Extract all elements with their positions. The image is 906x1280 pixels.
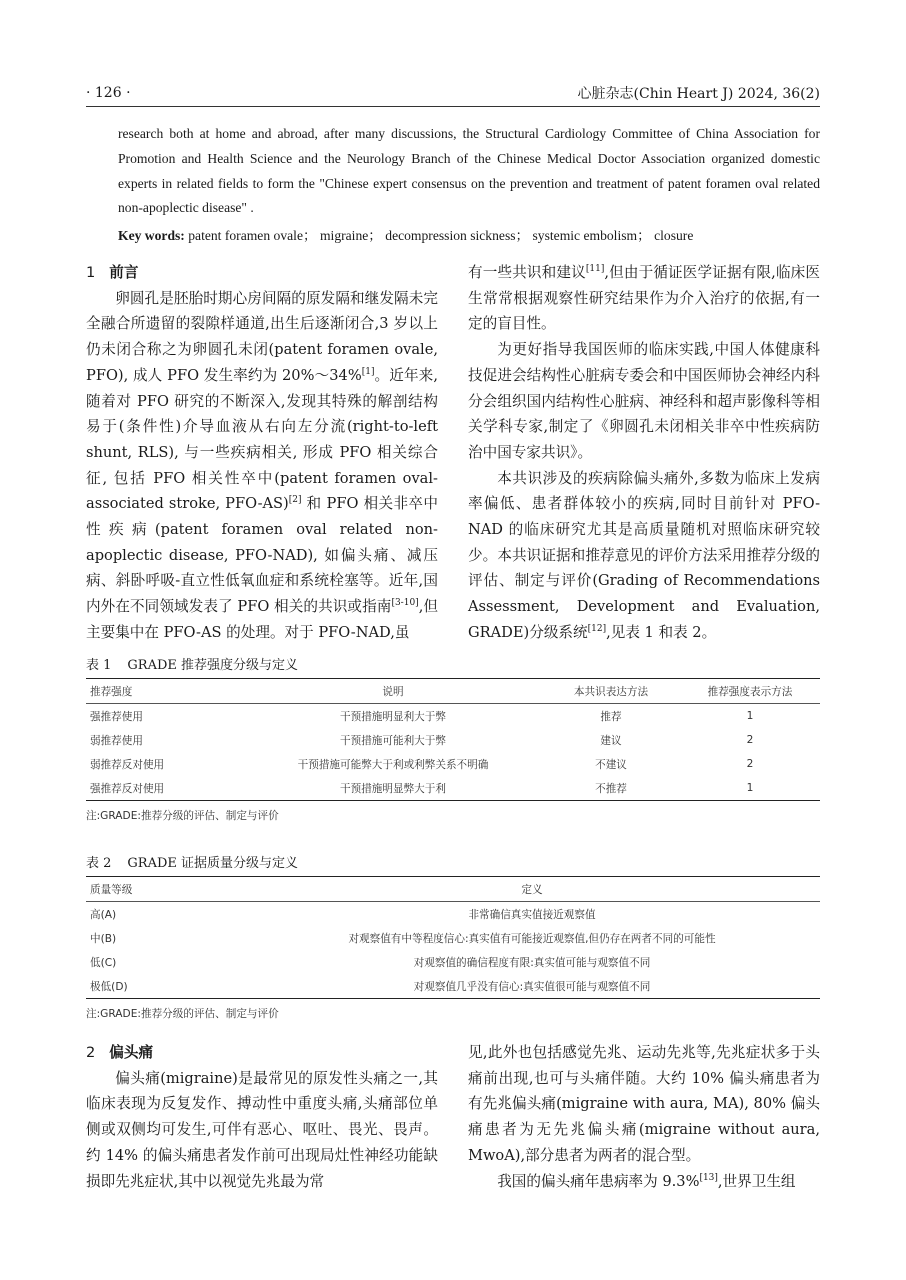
section2-heading [86,1040,438,1066]
keywords [118,224,820,244]
table-cell: 强推荐反对使用 [86,776,244,801]
table2-col-grade: 质量等级 [86,877,244,902]
table-cell: 推荐 [600,710,622,723]
header-rule [86,106,820,107]
citation[interactable]: [12] [587,623,607,634]
text-run: ,但主要集中在 PFO-AS 的处理。对于 PFO-NAD,虽 [86,598,438,641]
section1-paragraph-3 [468,466,820,646]
section2-paragraph-1: 偏头痛(migraine)是最常见的原发性头痛之一,其临床表现为反复发作、搏动性中重度头痛,头痛部位单侧或双侧均可发生,可伴有恶心、呕吐、畏光、畏声。约 14% 的偏头痛患者发作前可出现局灶性神经功能缺损即先兆症状,其中以视觉先兆最为常 [86,1069,438,1190]
citation[interactable]: [11] [585,264,605,275]
table-cell: 极低(D) [86,974,244,999]
table-cell: 建议 [600,734,622,747]
table-cell: 弱推荐使用 [90,734,143,747]
table-cell: 高(A) [90,908,117,921]
table-cell: 不推荐 [542,776,680,801]
table2-caption [86,852,298,871]
table-row [86,704,820,729]
citation[interactable]: [1] [361,366,375,377]
table-row [86,950,820,974]
table-cell: 强推荐使用 [90,710,143,723]
text-run: ,见表 1 和表 2。 [606,623,717,641]
citation[interactable]: [3-10] [391,598,419,609]
table1-col-notation: 推荐强度表示方法 [680,679,820,704]
table-header-row [86,877,820,902]
table-cell: 中(B) [90,932,117,945]
table-cell: 弱推荐反对使用 [90,758,165,771]
section1-heading [86,260,438,286]
table-cell: 对观察值几乎没有信心:真实值很可能与观察值不同 [244,974,820,999]
table1-note: 注:GRADE:推荐分级的评估、制定与评价 [86,810,279,822]
table-row [86,776,820,801]
section1-paragraph-1 [86,286,438,646]
table-header-row [86,679,820,704]
table2 [86,876,820,999]
table1-col-strength: 推荐强度 [86,679,244,704]
text-run: 和 PFO 相关非卒中性疾病(patent foramen oval related non-apoplectic disease, PFO-NAD), 如偏头痛、减压病、斜卧呼吸-直立性低氧血症和系统栓塞等。近年,国内外在不同领域发表了 PFO 相关的共识或指南 [86,495,439,616]
table-cell: 干预措施可能利大于弊 [340,734,446,747]
table1-label: 表 1 [86,658,112,673]
section2-paragraph-1-cont: 见,此外也包括感觉先兆、运动先兆等,先兆症状多于头痛前出现,也可与头痛伴随。大约 10% 偏头痛患者为有先兆偏头痛(migraine with aura, MA), 80% 偏头痛患者为无先兆偏头痛(migraine without aura, MwoA),部分患者为两者的混合型。 [468,1044,820,1164]
table-cell: 不建议 [595,758,627,771]
table-cell: 干预措施可能弊大于利或利弊关系不明确 [297,758,489,771]
table-row [86,926,820,950]
keywords-label: Key words: [118,228,185,243]
section1-right-column [468,260,820,646]
table-cell: 非常确信真实值接近观察值 [468,908,596,921]
table1-col-expression: 本共识表达方法 [542,679,680,704]
section1-left-column [86,260,438,646]
abstract-tail: research both at home and abroad, after many discussions, the Structural Cardiology Committee of China Association for Promotion and Health Science and the Neurology Branch of the Chinese Medical Doctor Association organized domestic experts in related fields to form the "Chinese expert consensus on the prevention and treatment of patent foramen oval related non-apoplectic disease" . [118,126,820,216]
citation[interactable]: [2] [288,495,302,506]
table2-title: GRADE 证据质量分级与定义 [127,856,299,871]
text-run: 。近年来,随着对 PFO 研究的不断深入,发现其特殊的解剖结构易于(条件性)介导血液从右向左分流(right-to-left shunt, RLS), 与一些疾病相关, 形成 PFO 相关综合征, 包括 PFO 相关性卒中(patent foramen oval-associated stroke, PFO-AS) [86,366,438,513]
table-cell: 对观察值有中等程度信心:真实值有可能接近观察值,但仍存在两者不同的可能性 [348,932,716,945]
section2-number: 2 [86,1044,96,1061]
section1-number: 1 [86,264,96,281]
table-cell: 对观察值的确信程度有限:真实值可能与观察值不同 [413,956,651,969]
section1-paragraph-2: 为更好指导我国医师的临床实践,中国人体健康科技促进会结构性心脏病专委会和中国医师协会神经内科分会组织国内结构性心脏病、神经科和超声影像科等相关学科专家,制定了《卵圆孔未闭相关非卒中性疾病防治中国专家共识》。 [468,341,820,461]
section2-title: 偏头痛 [109,1044,154,1061]
table-row [86,752,820,776]
section1-title: 前言 [109,264,139,281]
table-cell: 低(C) [90,956,117,969]
journal-citation: 心脏杂志(Chin Heart J) 2024, 36(2) [577,86,820,102]
text-run: 有一些共识和建议 [468,264,586,281]
section2-paragraph-2 [468,1169,820,1195]
text-run: ,世界卫生组 [717,1172,796,1190]
table1-col-description: 说明 [244,679,542,704]
text-run: ,但由于循证医学证据有限,临床医生常常根据观察性研究结果作为介入治疗的依据,有一定的盲目性。 [468,264,820,333]
table-cell: 2 [746,734,754,746]
table1-caption [86,654,298,673]
table-row [86,974,820,999]
section2-left-column [86,1040,438,1194]
text-run: 卵圆孔是胚胎时期心房间隔的原发隔和继发隔未完全融合所遗留的裂隙样通道,出生后逐渐闭合,3 岁以上仍未闭合称之为卵圆孔未闭(patent foramen ovale, PFO), 成人 PFO 发生率约为 20%～34% [86,289,438,384]
table-cell: 干预措施明显弊大于利 [244,776,542,801]
text-run: 本共识涉及的疾病除偏头痛外,多数为临床上发病率偏低、患者群体较小的疾病,同时目前针对 PFO-NAD 的临床研究尤其是高质量随机对照临床研究较少。本共识证据和推荐意见的评价方法采用推荐分级的评估、制定与评价(Grading of Recommendations Assessment, Development and Evaluation, GRADE)分级系统 [468,469,820,641]
table-row [86,728,820,752]
table2-col-definition: 定义 [244,877,820,902]
citation[interactable]: [13] [699,1172,718,1183]
table-cell: 2 [746,758,754,770]
table-cell: 1 [680,776,820,801]
section2-right-column [468,1040,820,1194]
text-run: 我国的偏头痛年患病率为 9.3% [497,1172,700,1190]
section1-paragraph-1-cont [468,260,820,337]
table1-title: GRADE 推荐强度分级与定义 [127,658,299,673]
keywords-text: patent foramen ovale； migraine； decompression sickness； systemic embolism； closure [188,228,694,243]
table2-label: 表 2 [86,856,112,871]
table1 [86,678,820,801]
page-header [86,82,820,104]
page-number: · 126 · [86,85,131,101]
table2-note: 注:GRADE:推荐分级的评估、制定与评价 [86,1008,279,1020]
table-cell: 干预措施明显利大于弊 [340,710,446,723]
table-cell: 1 [746,710,754,722]
table-row [86,902,820,927]
